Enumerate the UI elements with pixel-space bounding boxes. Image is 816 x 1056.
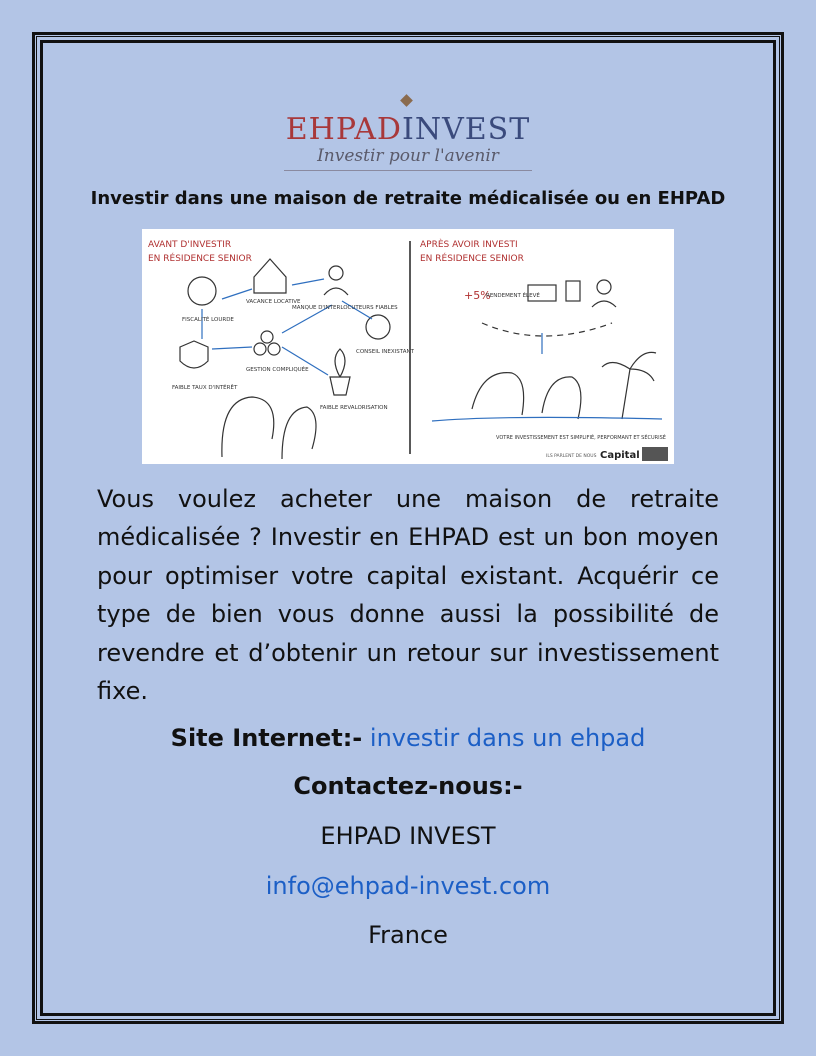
illus-label-manque: MANQUE D'INTERLOCUTEURS FIABLES [292,305,398,311]
illus-person-icon [329,266,343,280]
logo-wordmark [270,112,546,148]
illus-capital-logo: Capital [600,450,640,461]
illus-couple-left [222,397,274,457]
illus-footer-caption: VOTRE INVESTISSEMENT EST SIMPLIFIÉ, PERFORMANT ET SÉCURISÉ [496,435,666,441]
illus-label-gestion: GESTION COMPLIQUÉE [246,367,309,373]
illus-label-faible-reval: FAIBLE REVALORISATION [320,405,388,411]
illus-right-heading-2: EN RÉSIDENCE SENIOR [420,254,524,264]
logo-wordmark-part2: INVEST [401,112,531,147]
illus-label-faible-taux: FAIBLE TAUX D'INTÉRÊT [172,385,238,391]
illus-press-logo [642,447,668,461]
email-link[interactable]: info@ehpad-invest.com [265,872,551,900]
illus-rays [482,323,612,336]
illustration-image [142,229,674,464]
illus-label-conseil: CONSEIL INEXISTANT [356,349,414,355]
brand-logo [270,94,546,174]
illus-label-vacance: VACANCE LOCATIVE [246,299,301,305]
illus-right-heading-1: APRÈS AVOIR INVESTI [420,240,518,250]
illus-left-heading-1: AVANT D'INVESTIR [148,240,232,250]
illus-left-heading-2: EN RÉSIDENCE SENIOR [148,254,252,264]
site-label: Site Internet:- [170,724,363,752]
illus-credit-label: ILS PARLENT DE NOUS [546,454,597,459]
illus-palm-icon [622,369,630,419]
illus-question-icon [366,315,390,339]
illus-group-icon [254,343,266,355]
illus-money-icon [188,277,216,305]
site-line [60,724,756,752]
company-name: EHPAD INVEST [320,822,496,850]
illus-advisor-icon [597,280,611,294]
illus-label-fiscalite: FISCALITÉ LOURDE [182,317,234,323]
illus-shield-icon [180,341,208,368]
illus-plant-icon [330,377,350,395]
illus-rendement-pct: +5% [464,289,491,302]
logo-diamond-icon [400,94,413,107]
body-paragraph: Vous voulez acheter une maison de retraite médicalisée ? Investir en EHPAD est un bon moyen pour optimiser votre capital existant. Acquérir ce type de bien vous donne aussi la possibilité de revendre et d’obtenir un retour sur investissement fixe. [97,485,719,706]
logo-wordmark-part1: EHPAD [285,112,402,147]
logo-tagline: Investir pour l'avenir [317,146,499,166]
document-title: Investir dans une maison de retraite médicalisée ou en EHPAD [90,188,726,209]
contact-heading: Contactez-nous:- [293,772,523,800]
illus-rendement-label: RENDEMENT ÉLEVÉ [486,293,540,299]
illus-house-icon [254,259,286,293]
illus-couple-right [472,373,524,415]
country-text: France [368,921,448,949]
site-link[interactable]: investir dans un ehpad [369,724,646,752]
logo-divider [284,170,532,171]
illus-document-icon [566,281,580,301]
